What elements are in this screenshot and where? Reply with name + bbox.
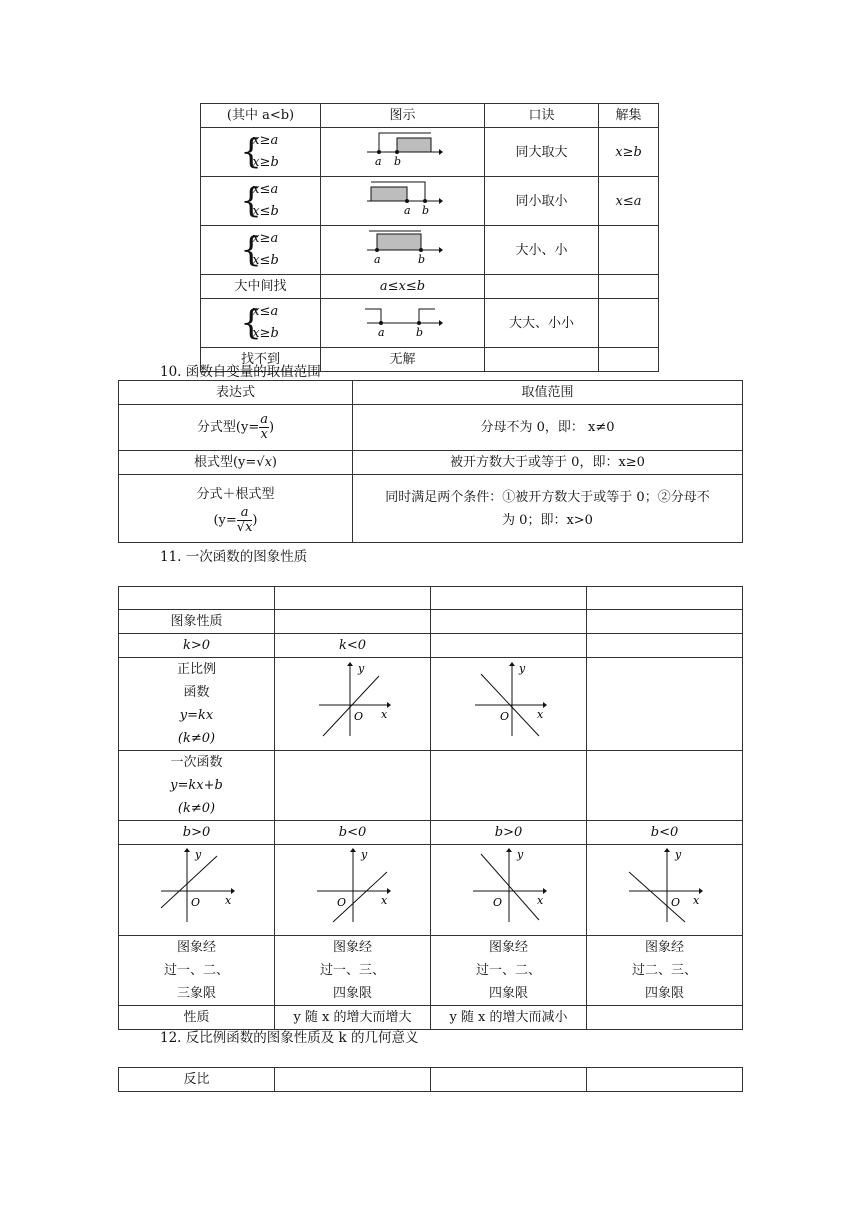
range-cell: 被开方数大于或等于 0，即：x≥0 <box>353 451 743 475</box>
k-negative-label: k<0 <box>275 634 431 658</box>
inequality-system: { x≥a x≤b <box>242 228 279 272</box>
section-12-title: 12. 反比例函数的图象性质及 k 的几何意义 <box>160 1030 419 1046</box>
inequality-system: { x≤a x≥b <box>242 301 279 345</box>
system-cell <box>201 299 321 348</box>
graph-cell <box>275 845 431 936</box>
domain-table <box>118 380 743 543</box>
svg-text:a: a <box>374 155 382 168</box>
graph-proportional-increasing <box>313 660 393 740</box>
row-label: 图象性质 <box>119 610 275 634</box>
graph-cell <box>431 845 587 936</box>
graph-cell <box>119 845 275 936</box>
inequality-system: { x≥a x≥b <box>242 130 279 174</box>
svg-text:x: x <box>692 894 699 907</box>
number-line-figure <box>321 226 485 275</box>
rule-text-cell: 无解 <box>321 348 485 372</box>
svg-text:b: b <box>415 326 423 339</box>
number-line-both-greater <box>363 128 443 168</box>
svg-text:x: x <box>380 894 387 907</box>
svg-text:a: a <box>403 204 411 217</box>
expression-cell: 分式型(y= $\frac{a}{x}$ ) <box>119 405 353 451</box>
number-line-between <box>363 226 443 266</box>
svg-text:x: x <box>536 708 543 721</box>
header-cell: 取值范围 <box>353 381 743 405</box>
linear-function-label: 一次函数 y=kx+b (k≠0) <box>119 751 275 821</box>
svg-text:b: b <box>421 204 429 217</box>
solution-cell: x≤a <box>599 177 659 226</box>
solution-cell <box>599 299 659 348</box>
rule-label-cell: 大中间找 <box>201 275 321 299</box>
svg-text:y: y <box>518 662 525 675</box>
rhyme-cell: 同小取小 <box>485 177 599 226</box>
section-11-title: 11. 一次函数的图象性质 <box>160 549 308 565</box>
inequality-table <box>200 103 659 372</box>
svg-text:x: x <box>224 894 231 907</box>
expression-cell: 分式＋根式型 (y= $\frac{a}{√x}$ ) <box>119 475 353 543</box>
header-cell: (其中 a<b) <box>201 104 321 128</box>
svg-text:O: O <box>499 710 509 723</box>
svg-text:a: a <box>377 326 385 339</box>
b-label: b<0 <box>587 821 743 845</box>
inequality-system: { x≤a x≤b <box>242 179 279 223</box>
svg-text:b: b <box>417 253 425 266</box>
svg-text:y: y <box>516 848 523 861</box>
header-cell: 图示 <box>321 104 485 128</box>
b-label: b>0 <box>119 821 275 845</box>
rhyme-cell: 大小、小 <box>485 226 599 275</box>
quadrant-cell: 图象经 过一、二、 三象限 <box>119 936 275 1006</box>
number-line-no-solution <box>363 299 443 339</box>
proportional-function-label: 正比例 函数 y=kx (k≠0) <box>119 658 275 751</box>
svg-text:O: O <box>670 896 680 909</box>
fraction: $\frac{a}{x}$ <box>260 412 268 442</box>
solution-cell: x≥b <box>599 128 659 177</box>
b-label: b>0 <box>431 821 587 845</box>
graph-k-neg-b-pos <box>469 846 549 926</box>
graph-cell <box>587 845 743 936</box>
nature-label: 性质 <box>119 1006 275 1030</box>
system-cell <box>201 226 321 275</box>
svg-text:y: y <box>194 848 201 861</box>
svg-text:O: O <box>190 896 200 909</box>
svg-text:x: x <box>536 894 543 907</box>
fraction: $\frac{a}{√x}$ <box>236 504 253 535</box>
row-label: 反比 <box>119 1068 275 1092</box>
b-label: b<0 <box>275 821 431 845</box>
inverse-function-table <box>118 1067 743 1092</box>
expression-cell: 根式型(y=√x) <box>119 451 353 475</box>
svg-text:y: y <box>357 662 364 675</box>
svg-text:O: O <box>492 896 502 909</box>
number-line-figure <box>321 177 485 226</box>
header-cell: 解集 <box>599 104 659 128</box>
quadrant-cell: 图象经 过一、二、 四象限 <box>431 936 587 1006</box>
linear-function-table <box>118 586 743 1030</box>
system-cell <box>201 177 321 226</box>
graph-k-neg-b-neg <box>625 846 705 926</box>
graph-k-pos-b-neg <box>313 846 393 926</box>
graph-proportional-decreasing <box>469 660 549 740</box>
system-cell <box>201 128 321 177</box>
rule-text-cell: a≤x≤b <box>321 275 485 299</box>
rule-label-cell: 找不到 <box>201 348 321 372</box>
number-line-figure <box>321 128 485 177</box>
header-cell: 口诀 <box>485 104 599 128</box>
nature-increasing: y 随 x 的增大而增大 <box>275 1006 431 1030</box>
header-cell: 表达式 <box>119 381 353 405</box>
solution-cell <box>599 226 659 275</box>
nature-decreasing: y 随 x 的增大而减小 <box>431 1006 587 1030</box>
number-line-both-less <box>363 177 443 217</box>
quadrant-cell: 图象经 过一、三、 四象限 <box>275 936 431 1006</box>
svg-text:y: y <box>674 848 681 861</box>
svg-text:a: a <box>373 253 381 266</box>
graph-k-pos-b-pos <box>157 846 237 926</box>
quadrant-cell: 图象经 过二、三、 四象限 <box>587 936 743 1006</box>
svg-text:b: b <box>393 155 401 168</box>
section-10-title: 10. 函数自变量的取值范围 <box>160 364 321 380</box>
svg-text:O: O <box>336 896 346 909</box>
graph-cell <box>431 658 587 751</box>
range-cell: 分母不为 0，即： x≠0 <box>353 405 743 451</box>
graph-cell <box>275 658 431 751</box>
k-positive-label: k>0 <box>119 634 275 658</box>
svg-text:y: y <box>360 848 367 861</box>
rhyme-cell: 同大取大 <box>485 128 599 177</box>
number-line-figure <box>321 299 485 348</box>
range-cell: 同时满足两个条件：①被开方数大于或等于 0；②分母不 为 0；即：x>0 <box>353 475 743 543</box>
rhyme-cell: 大大、小小 <box>485 299 599 348</box>
svg-text:O: O <box>353 710 363 723</box>
svg-text:x: x <box>380 708 387 721</box>
